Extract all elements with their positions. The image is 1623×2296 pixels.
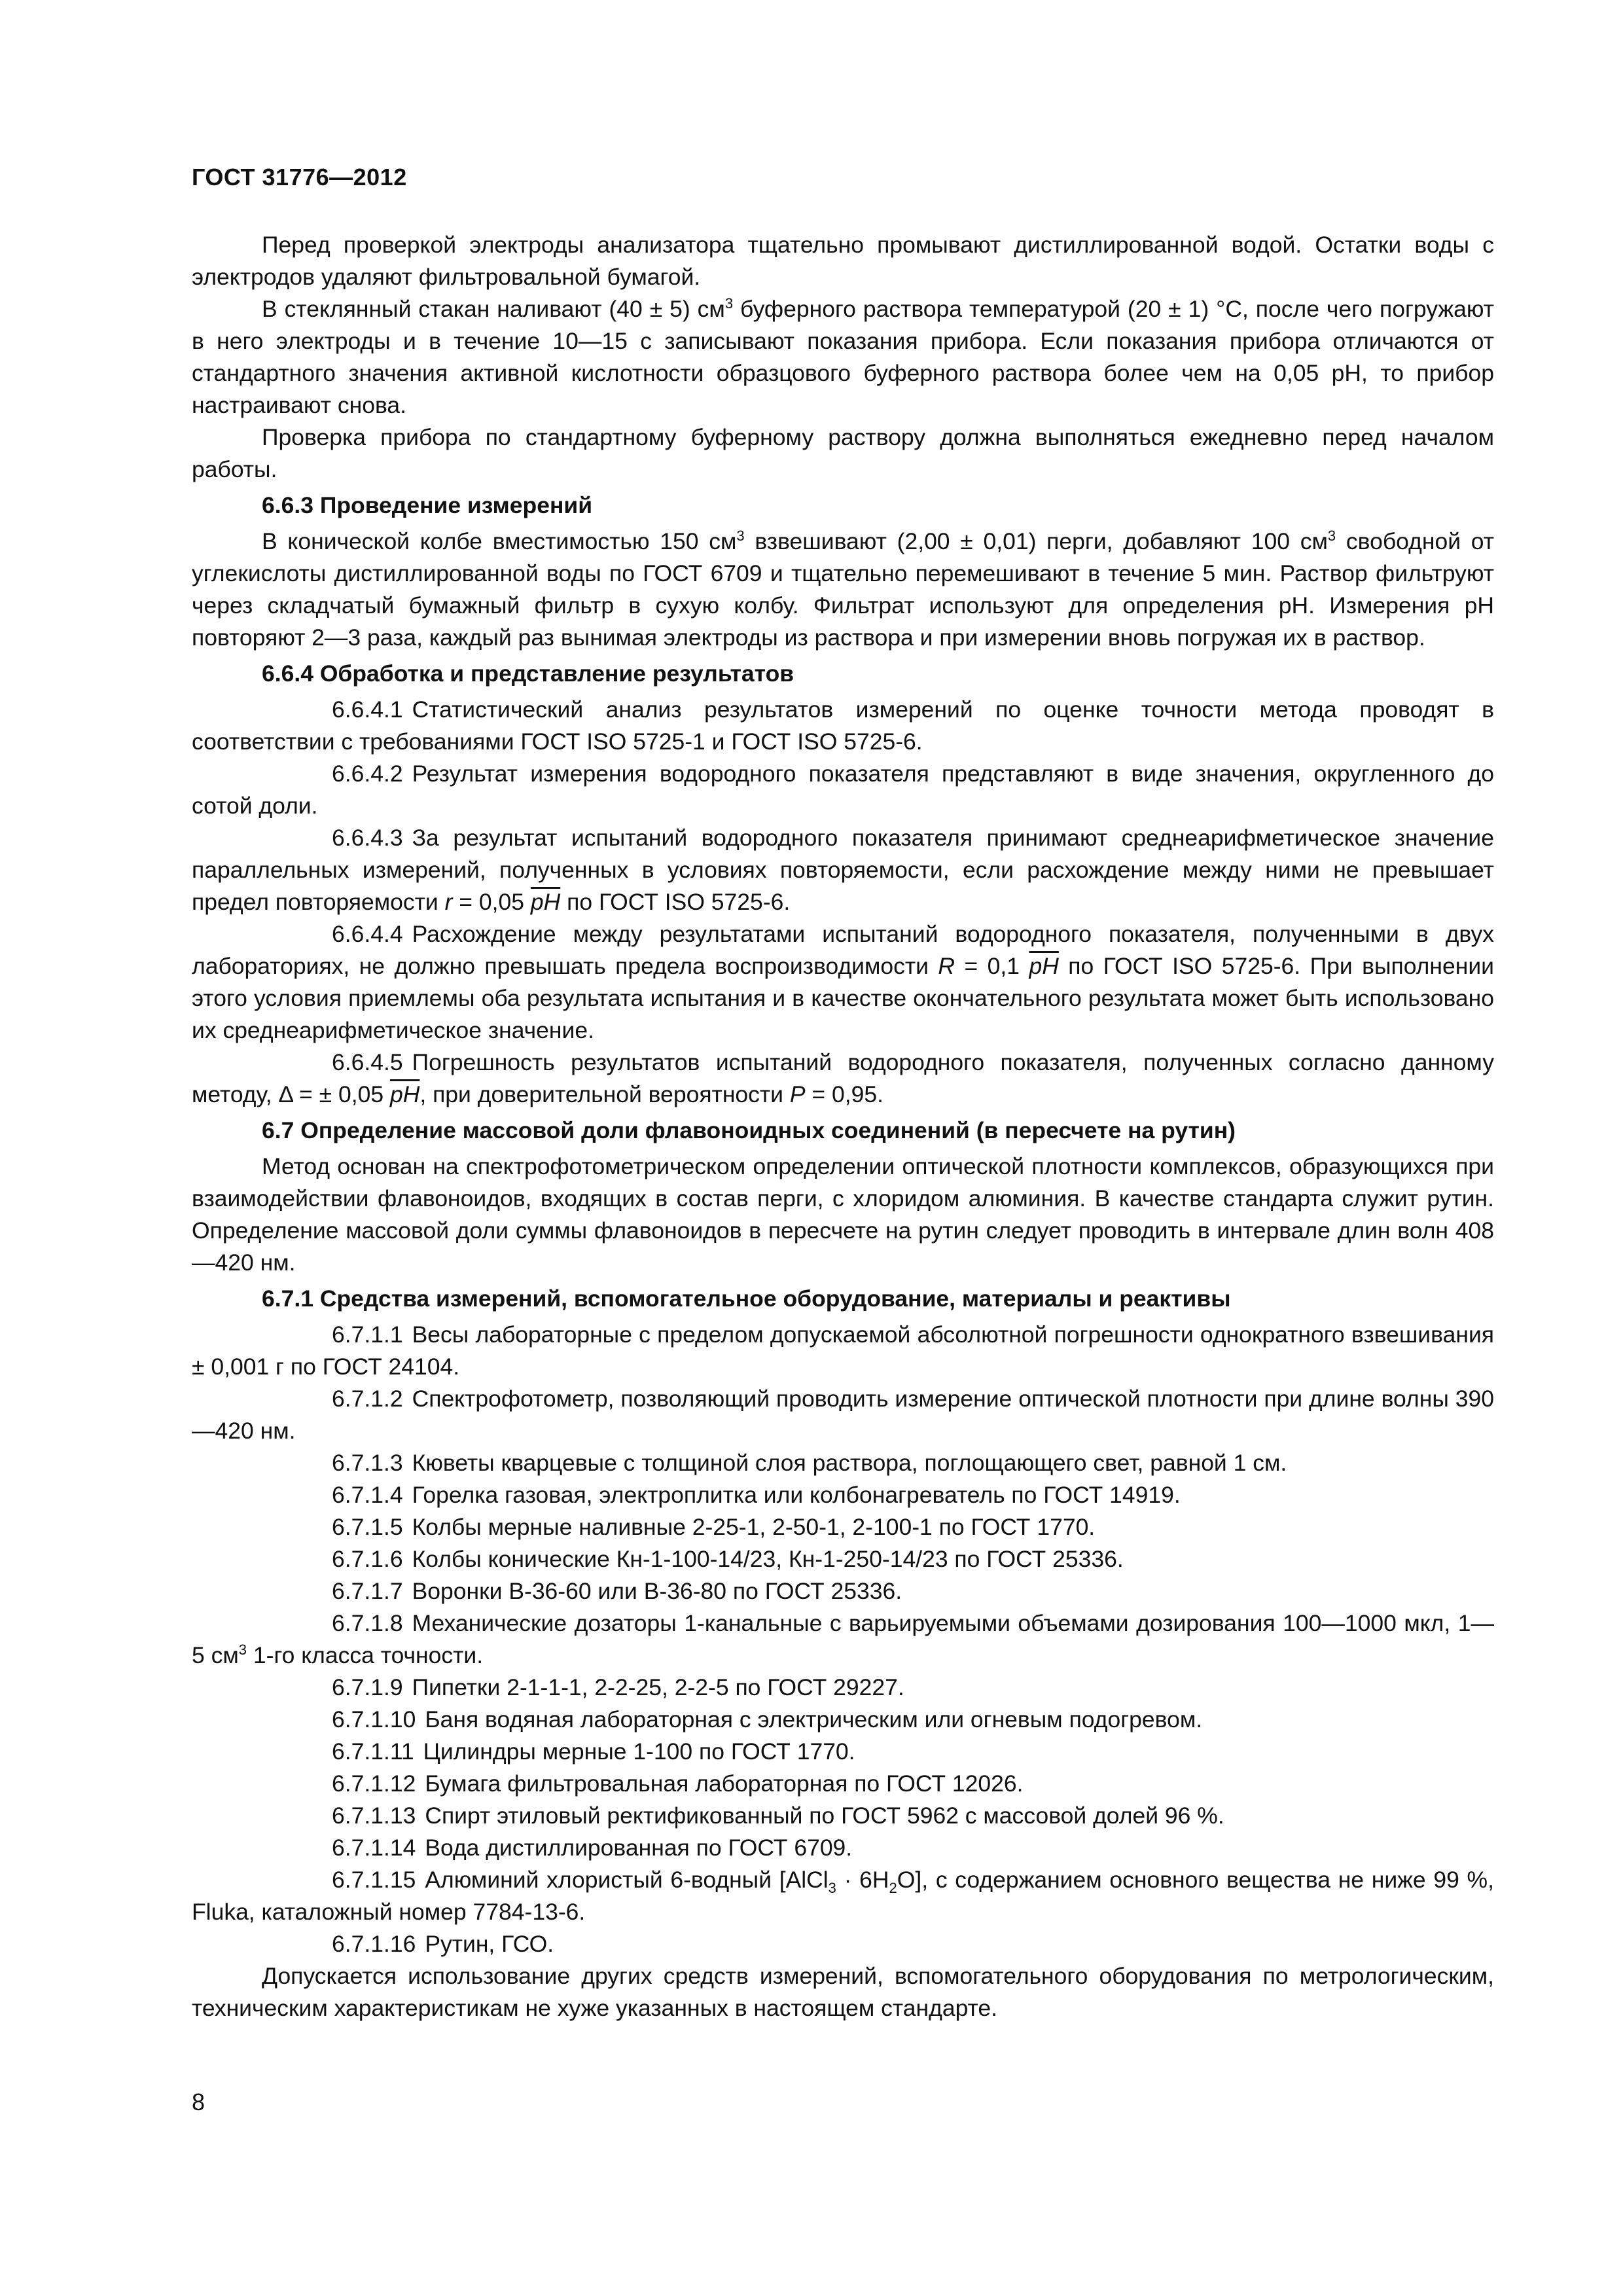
section-heading-6-7-1: 6.7.1 Средства измерений, вспомогательное оборудование, материалы и реактивы xyxy=(262,1285,1231,1312)
numbered-item: 6.7.1.13 Спирт этиловый ректификованный по ГОСТ 5962 с массовой долей 96 %. xyxy=(332,1803,1224,1829)
section-heading-6-7: 6.7 Определение массовой доли флавоноидных соединений (в пересчете на рутин) xyxy=(262,1117,1236,1143)
numbered-item: 6.7.1.9 Пипетки 2-1-1-1, 2-2-25, 2-2-5 по ГОСТ 29227. xyxy=(332,1674,904,1700)
numbered-item: 6.7.1.11 Цилиндры мерные 1-100 по ГОСТ 1770. xyxy=(332,1738,855,1765)
numbered-item: 6.7.1.12 Бумага фильтровальная лабораторная по ГОСТ 12026. xyxy=(332,1770,1024,1797)
numbered-item: 6.6.4.1 Статистический анализ результатов измерений по оценке точности метода проводят в соответствии с требованиями ГОСТ ISO 5725-1 и ГОСТ ISO 5725-6. xyxy=(192,696,1494,755)
page-number: 8 xyxy=(192,2089,205,2115)
paragraph: Проверка прибора по стандартному буферному раствору должна выполняться ежедневно перед началом работы. xyxy=(192,424,1494,482)
paragraph: В стеклянный стакан наливают (40 ± 5) $см^3$ буферного раствора температурой (20 ± 1) °С, после чего погружают в него электроды и в течение 10—15 с записывают показания прибора. Если показания прибора отличаются от стандартного значения активной кислотности образцового буферного раствора более чем на 0,05 pH, то прибор настраивают снова. xyxy=(192,295,1494,418)
document-header: ГОСТ 31776—2012 xyxy=(192,164,407,190)
paragraph: В конической колбе вместимостью 150 $см^3$ взвешивают (2,00 ± 0,01) перги, добавляют 100 $см^3$ свободной от углекислоты дистиллированной воды по ГОСТ 6709 и тщательно перемешивают в течение 5 мин. Раствор фильтруют через складчатый бумажный фильтр в сухую колбу. Фильтрат используют для определения pH. Измерения pH повторяют 2—3 раза, каждый раз вынимая электроды из раствора и при измерении вновь погружая их в раствор. xyxy=(192,528,1494,651)
document-body xyxy=(192,229,1494,2024)
numbered-item: 6.7.1.4 Горелка газовая, электроплитка или колбонагреватель по ГОСТ 14919. xyxy=(332,1482,1181,1508)
numbered-item: 6.7.1.6 Колбы конические Кн-1-100-14/23, Кн-1-250-14/23 по ГОСТ 25336. xyxy=(332,1546,1124,1572)
numbered-item: 6.7.1.15 Алюминий хлористый 6-водный [AlCl$_3$ · $6H_2O$], с содержанием основного вещества не ниже 99 %, Fluka, каталожный номер 7784-13-6. xyxy=(192,1867,1494,1925)
numbered-item: 6.7.1.1 Весы лабораторные с пределом допускаемой абсолютной погрешности однократного взвешивания ± 0,001 г по ГОСТ 24104. xyxy=(192,1321,1494,1380)
paragraph: Метод основан на спектрофотометрическом определении оптической плотности комплексов, образующихся при взаимодействии флавоноидов, входящих в состав перги, с хлоридом алюминия. В качестве стандарта служит рутин. Определение массовой доли суммы флавоноидов в пересчете на рутин следует проводить в интервале длин волн 408—420 нм. xyxy=(192,1153,1494,1276)
numbered-item: 6.6.4.2 Результат измерения водородного показателя представляют в виде значения, округленного до сотой доли. xyxy=(192,761,1494,819)
numbered-item: 6.7.1.7 Воронки В-36-60 или В-36-80 по ГОСТ 25336. xyxy=(332,1578,902,1604)
numbered-item: 6.7.1.16 Рутин, ГСО. xyxy=(332,1931,554,1957)
paragraph: Допускается использование других средств измерений, вспомогательного оборудования по метрологическим, техническим характеристикам не хуже указанных в настоящем стандарте. xyxy=(192,1963,1494,2021)
numbered-item: 6.7.1.3 Кюветы кварцевые с толщиной слоя раствора, поглощающего свет, равной 1 см. xyxy=(332,1450,1287,1476)
numbered-item: 6.6.4.5 Погрешность результатов испытаний водородного показателя, полученных согласно данному методу, Δ = ± 0,05 $\overline{pH}$, при доверительной вероятности P = 0,95. xyxy=(192,1049,1494,1107)
numbered-item: 6.7.1.5 Колбы мерные наливные 2-25-1, 2-50-1, 2-100-1 по ГОСТ 1770. xyxy=(332,1514,1096,1540)
section-heading-6-6-3: 6.6.3 Проведение измерений xyxy=(262,492,593,518)
section-heading-6-6-4: 6.6.4 Обработка и представление результатов xyxy=(262,660,794,687)
paragraph: Перед проверкой электроды анализатора тщательно промывают дистиллированной водой. Остатки воды с электродов удаляют фильтровальной бумагой. xyxy=(192,232,1494,290)
numbered-item: 6.6.4.3 За результат испытаний водородного показателя принимают среднеарифметическое значение параллельных измерений, полученных в условиях повторяемости, если расхождение между ними не превышает предел повторяемости r = 0,05 $\overline{pH}$ по ГОСТ ISO 5725-6. xyxy=(192,825,1494,915)
numbered-item: 6.7.1.2 Спектрофотометр, позволяющий проводить измерение оптической плотности при длине волны 390—420 нм. xyxy=(192,1386,1494,1444)
numbered-item: 6.7.1.10 Баня водяная лабораторная с электрическим или огневым подогревом. xyxy=(332,1706,1203,1732)
numbered-item: 6.7.1.14 Вода дистиллированная по ГОСТ 6709. xyxy=(332,1835,853,1861)
numbered-item: 6.7.1.8 Механические дозаторы 1-канальные с варьируемыми объемами дозирования 100—1000 мкл, 1—5 $см^3$ 1-го класса точности. xyxy=(192,1610,1494,1668)
numbered-item: 6.6.4.4 Расхождение между результатами испытаний водородного показателя, полученными в двух лабораториях, не должно превышать предела воспроизводимости R = 0,1 $\overline{pH}$ по ГОСТ ISO 5725-6. При выполнении этого условия приемлемы оба результата испытания и в качестве окончательного результата может быть использовано их среднеарифметическое значение. xyxy=(192,921,1494,1043)
